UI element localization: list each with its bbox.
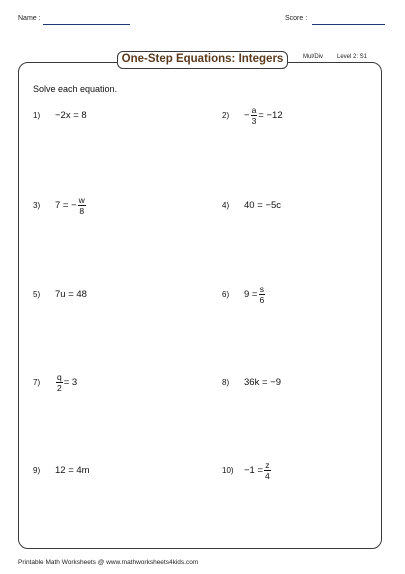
fraction-denominator: 2 — [57, 382, 62, 393]
fraction-numerator: q — [57, 371, 62, 382]
equation-text: 7u = 48 — [55, 288, 87, 300]
score-label: Score : — [285, 15, 308, 22]
equation — [244, 460, 272, 481]
equation — [55, 372, 77, 393]
equation-prefix: 7 = − — [55, 199, 77, 211]
problem-number: 10) — [222, 465, 234, 475]
fraction — [258, 284, 265, 305]
equation-prefix: − — [244, 109, 250, 121]
problem-9 — [33, 458, 90, 482]
problem-number: 4) — [222, 200, 230, 210]
fraction — [264, 460, 271, 481]
fraction-denominator: 6 — [259, 294, 265, 305]
worksheet-title: One-Step Equations: Integers — [117, 51, 288, 69]
name-line — [43, 24, 130, 25]
equation — [244, 377, 281, 388]
problem-1 — [33, 103, 87, 127]
problem-number: 7) — [33, 377, 41, 387]
problem-number: 2) — [222, 110, 230, 120]
problem-3 — [33, 193, 87, 217]
problem-2 — [222, 103, 283, 127]
equation — [55, 289, 87, 300]
name-label: Name : — [18, 15, 41, 22]
fraction-denominator: 3 — [251, 115, 257, 126]
problem-number: 8) — [222, 377, 230, 387]
equation-suffix: = −12 — [258, 109, 283, 121]
equation — [55, 195, 87, 216]
equation-prefix: 9 = — [244, 288, 258, 300]
score-field — [285, 15, 307, 22]
problem-7 — [33, 370, 77, 394]
fraction — [56, 372, 63, 393]
fraction — [78, 195, 86, 216]
problem-number: 6) — [222, 289, 230, 299]
equation — [55, 110, 87, 121]
equation — [55, 465, 90, 476]
equation-prefix: −1 = — [244, 464, 264, 476]
footer-text: Printable Math Worksheets @ www.mathworksheets4kids.com — [18, 559, 199, 566]
equation-suffix: = 3 — [63, 376, 78, 388]
fraction-numerator: a — [251, 104, 257, 115]
problem-10 — [222, 458, 272, 482]
problem-4 — [222, 193, 281, 217]
equation — [244, 200, 281, 211]
equation-text: 40 = −5c — [244, 199, 281, 211]
fraction-numerator: w — [78, 194, 85, 205]
fraction-numerator: s — [259, 283, 264, 294]
equation — [244, 105, 283, 126]
problem-number: 9) — [33, 465, 41, 475]
score-line — [312, 24, 385, 25]
fraction-denominator: 8 — [79, 205, 85, 216]
problem-6 — [222, 282, 266, 306]
name-field — [18, 15, 41, 22]
equation — [244, 284, 266, 305]
fraction — [251, 105, 258, 126]
operation-label: Mul/Div — [303, 54, 324, 60]
problem-number: 3) — [33, 200, 41, 210]
problem-8 — [222, 370, 281, 394]
fraction-denominator: 4 — [265, 470, 270, 481]
problem-number: 5) — [33, 289, 41, 299]
equation-text: −2x = 8 — [55, 109, 87, 121]
fraction-numerator: z — [265, 459, 270, 470]
instruction-text: Solve each equation. — [33, 84, 118, 94]
level-label: Level 2: S1 — [337, 54, 368, 60]
problem-5 — [33, 282, 87, 306]
problem-number: 1) — [33, 110, 41, 120]
equation-text: 36k = −9 — [244, 376, 281, 388]
equation-text: 12 = 4m — [55, 464, 90, 476]
